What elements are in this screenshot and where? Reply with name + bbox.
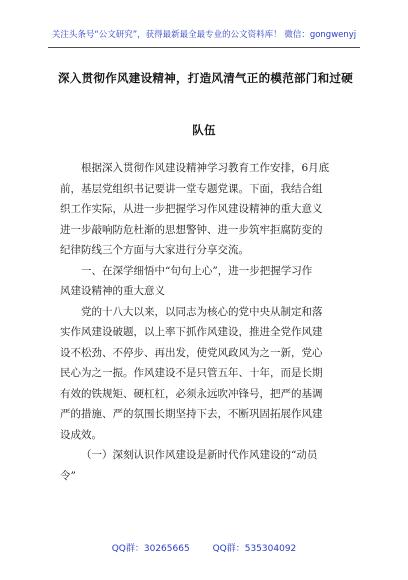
header-banner: 关注头条号“公文研究”，获得最新最全最专业的公文资料库！ 微信：gongwenyj [51,30,357,40]
header-divider [48,47,360,48]
body-line: 党的十八大以来，以同志为核心的党中央从制定和落 [81,305,323,318]
document-title-line-1: 深入贯彻作风建设精神，打造风清气正的模范部门和过硬 [58,71,353,85]
body-text [60,158,352,486]
body-line: 根据深入贯彻作风建设精神学习教育工作安排，6月底 [81,162,330,174]
document-title-line-2: 队伍 [192,123,216,137]
body-line: 实作风建设破题，以上率下抓作风建设，推进全党作风建 [60,326,323,338]
body-line: 民心为之一振。作风建设不是只管五年、十年，而是长期 [60,367,323,379]
body-line: 设不松劲、不停步、再出发，使党风政风为之一新，党心 [60,346,323,359]
section-heading-line: 一、在深学细悟中“句句上心”，进一步把握学习作 [81,264,313,277]
body-line: 有效的铁规矩、硬杠杠，必须永远吹冲锋号，把严的基调 [60,387,323,400]
section-heading-line: 风建设精神的重大意义 [60,285,165,297]
body-line: 进一步敲响防危杜渐的思想警钟、进一步筑牢拒腐防变的 [60,223,323,236]
body-line: 前，基层党组织书记要讲一堂专题党课。下面，我结合组 [60,182,323,195]
subsection-heading-line: （一）深刻认识作风建设是新时代作风建设的“动员 [81,449,318,461]
footer-contact: QQ群：30265665 QQ群：535304092 [111,544,297,554]
subsection-heading-line: 令” [60,469,76,482]
body-line: 严的措施、严的氛围长期坚持下去，不断巩固拓展作风建 [60,408,323,420]
body-line: 设成效。 [60,428,102,441]
body-line: 织工作实际，从进一步把握学习作风建设精神的重大意义 [60,203,323,215]
body-line: 纪律防线三个方面与大家进行分享交流。 [60,244,249,256]
